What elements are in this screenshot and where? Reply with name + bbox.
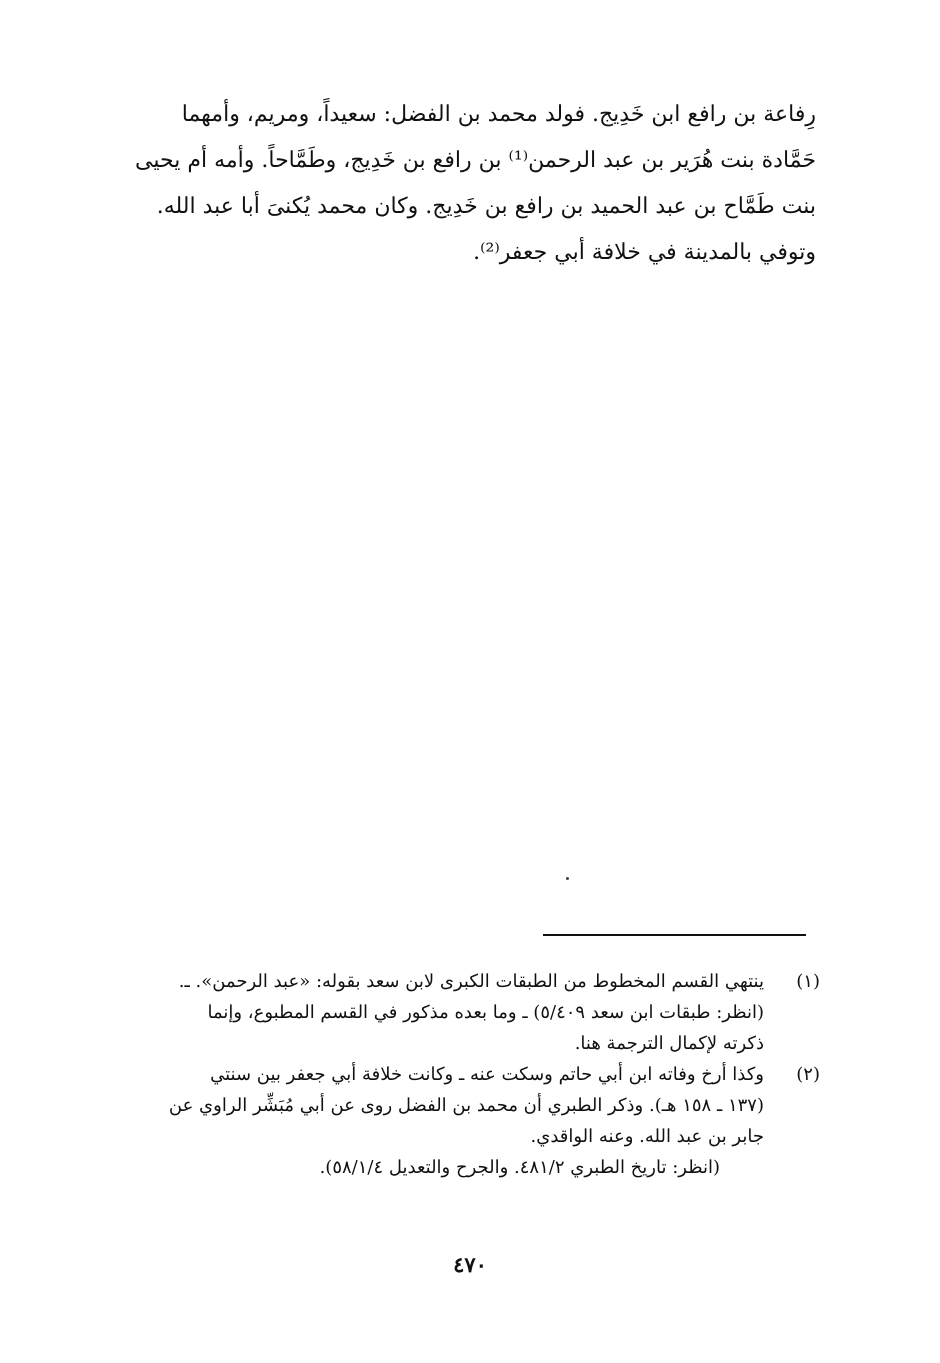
main-text-line-1: رِفاعة بن رافع ابن خَدِيج. فولد محمد بن الفضل: سعيداً، ومريم، وأمهما [181,102,816,127]
scan-speck [566,877,569,880]
footnote-1-marker: (١) [796,971,820,992]
page-number: ٤٧٠ [453,1252,487,1277]
footnote-separator-rule [543,934,806,936]
footnote-2-reference: (انظر: تاريخ الطبري ٤٨١/٢. والجرح والتعديل ٥٨/١/٤). [319,1157,720,1178]
main-text [100,92,816,276]
footnote-1 [106,966,820,1059]
footnote-2-line-2: (١٣٧ ـ ١٥٨ هـ). وذكر الطبري أن محمد بن الفضل روى عن أبي مُبَشِّر الراوي عن [168,1095,764,1116]
main-text-line-4: وتوفي بالمدينة في خلافة أبي جعفر⁽²⁾. [473,240,816,265]
footnote-1-line-2: (انظر: طبقات ابن سعد ٥/٤٠٩) ـ وما بعده مذكور في القسم المطبوع، وإنما [207,1002,764,1023]
main-text-line-3: بنت طَمَّاح بن عبد الحميد بن رافع بن خَدِيج. وكان محمد يُكنىَ أبا عبد الله. [156,194,816,219]
main-text-line-2: حَمَّادة بنت هُرَير بن عبد الرحمن⁽¹⁾ بن رافع بن خَدِيج، وطَمَّاحاً. وأمه أم يحيى [135,148,816,173]
footnote-2-line-1: وكذا أرخ وفاته ابن أبي حاتم وسكت عنه ـ وكانت خلافة أبي جعفر بين سنتي [210,1064,764,1085]
footnotes [106,966,820,1183]
footnote-1-line-3: ذكرته لإكمال الترجمة هنا. [574,1033,764,1054]
footnote-2-line-3: جابر بن عبد الله. وعنه الواقدي. [530,1126,764,1147]
footnote-2 [106,1059,820,1183]
footnote-1-line-1: ينتهي القسم المخطوط من الطبقات الكبرى لابن سعد بقوله: «عبد الرحمن». ـ. [178,971,764,992]
footnote-2-marker: (٢) [796,1064,820,1085]
